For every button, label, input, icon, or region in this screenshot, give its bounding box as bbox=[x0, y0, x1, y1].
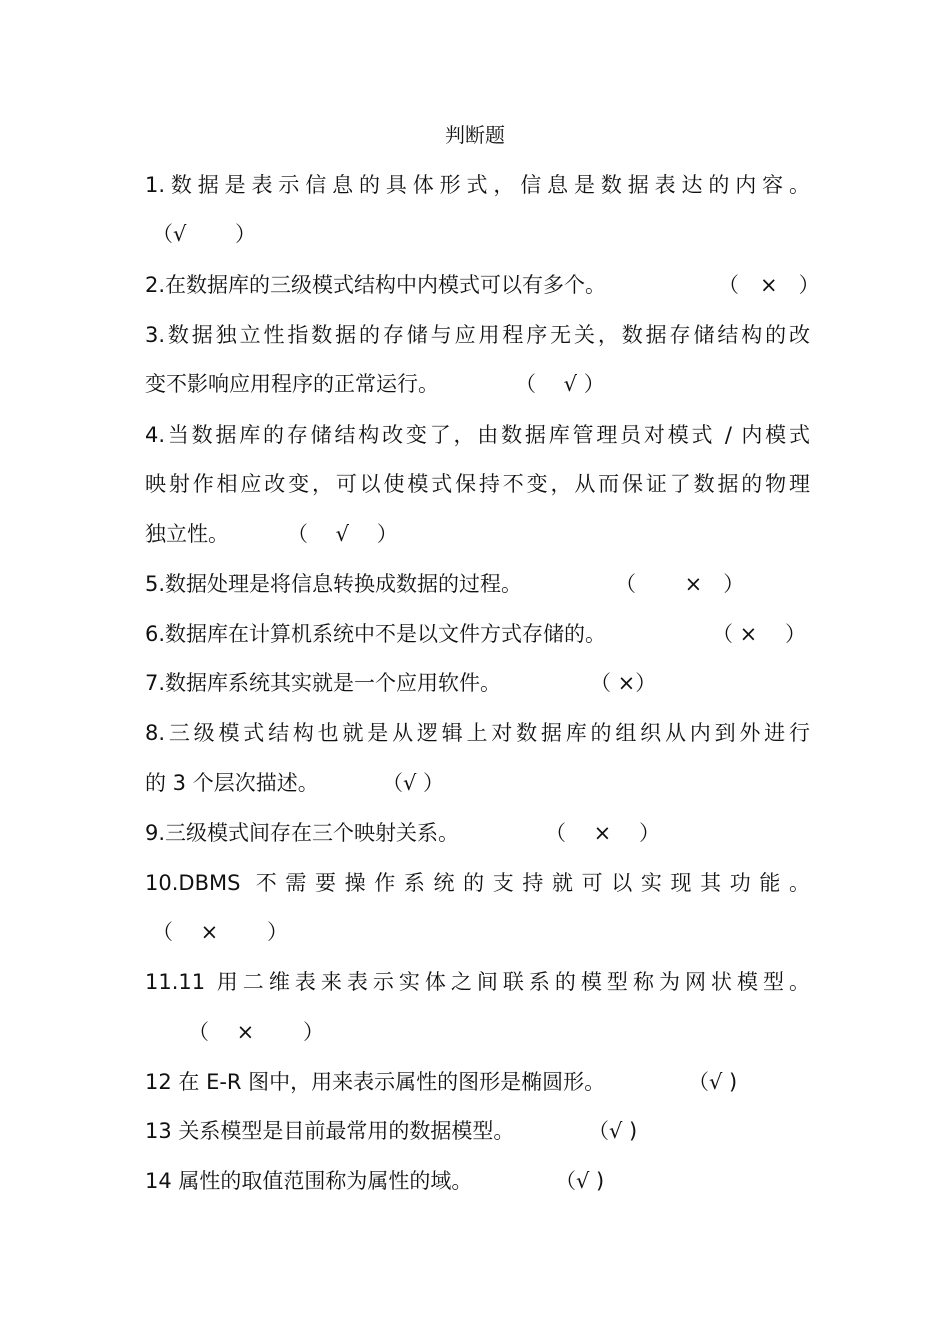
question-4-answer: （ √ ） bbox=[287, 522, 398, 546]
question-5-text: 5.数据处理是将信息转换成数据的过程。 bbox=[145, 572, 523, 596]
question-2-text: 2.在数据库的三级模式结构中内模式可以有多个。 bbox=[145, 273, 607, 297]
page-title: 判断题 bbox=[445, 123, 505, 147]
question-2-answer: （ × ） bbox=[718, 273, 820, 297]
question-11-answer: （ × ） bbox=[188, 1020, 324, 1044]
question-7-text: 7.数据库系统其实就是一个应用软件。 bbox=[145, 671, 502, 695]
question-1-answer: （√ ） bbox=[152, 222, 257, 246]
question-6-answer: （ × ） bbox=[712, 622, 806, 646]
question-8-text-cont: 的 3 个层次描述。 bbox=[145, 771, 319, 795]
question-9-answer: （ × ） bbox=[545, 821, 660, 845]
question-10-answer: （ × ） bbox=[152, 920, 288, 944]
question-4-text-cont-2: 独立性。 bbox=[145, 522, 229, 546]
question-14-text: 14 属性的取值范围称为属性的域。 bbox=[145, 1169, 473, 1193]
question-5-answer: （ × ） bbox=[615, 572, 745, 596]
question-12-answer: （√ ) bbox=[688, 1070, 738, 1094]
question-9-text: 9.三级模式间存在三个映射关系。 bbox=[145, 821, 460, 845]
question-8-text: 8.三级模式结构也就是从逻辑上对数据库的组织从内到外进行 bbox=[145, 721, 810, 745]
question-1-text: 1.数据是表示信息的具体形式，信息是数据表达的内容。 bbox=[145, 173, 810, 197]
question-10-text: 10.DBMS 不需要操作系统的支持就可以实现其功能。 bbox=[145, 871, 810, 895]
question-14-answer: （√ ) bbox=[555, 1169, 605, 1193]
question-13-answer: （√ ) bbox=[588, 1119, 638, 1143]
question-8-answer: （√ ） bbox=[382, 771, 445, 795]
question-4-text: 4.当数据库的存储结构改变了，由数据库管理员对模式 / 内模式 bbox=[145, 423, 810, 447]
question-7-answer: （ ×） bbox=[590, 671, 657, 695]
question-6-text: 6.数据库在计算机系统中不是以文件方式存储的。 bbox=[145, 622, 607, 646]
question-3-text: 3.数据独立性指数据的存储与应用程序无关，数据存储结构的改 bbox=[145, 323, 810, 347]
question-3-text-cont: 变不影响应用程序的正常运行。 bbox=[145, 372, 439, 396]
question-12-text: 12 在 E-R 图中，用来表示属性的图形是椭圆形。 bbox=[145, 1070, 606, 1094]
question-4-text-cont: 映射作相应改变，可以使模式保持不变，从而保证了数据的物理 bbox=[145, 472, 810, 496]
question-11-text: 11.11 用二维表来表示实体之间联系的模型称为网状模型。 bbox=[145, 970, 810, 994]
question-13-text: 13 关系模型是目前最常用的数据模型。 bbox=[145, 1119, 515, 1143]
question-3-answer: （ √ ） bbox=[515, 372, 605, 396]
